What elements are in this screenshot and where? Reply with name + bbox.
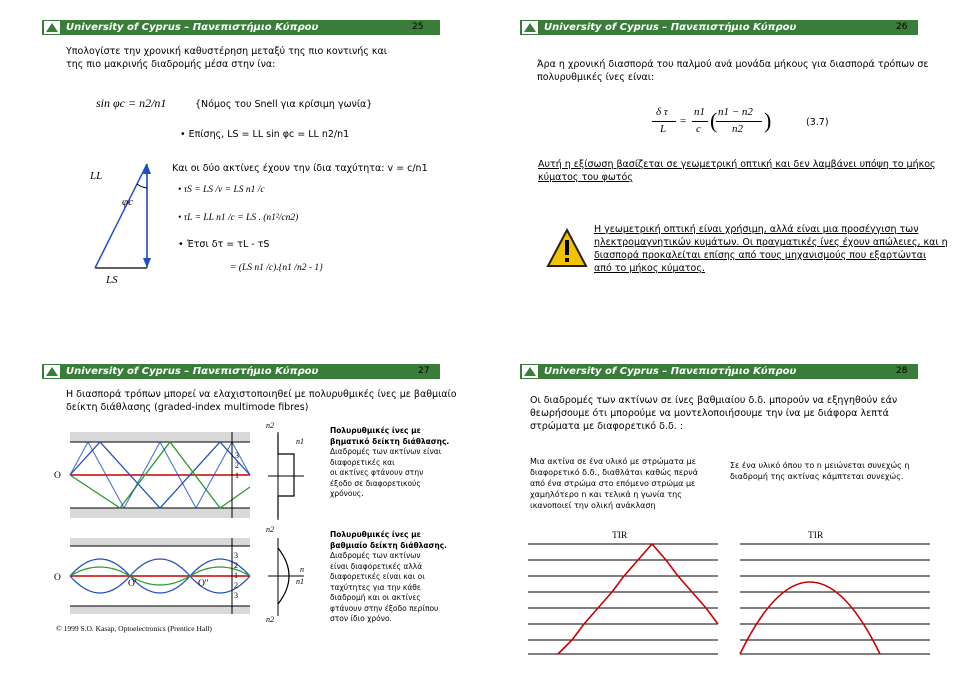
university-logo-icon bbox=[522, 365, 538, 378]
same-speed: Και οι δύο ακτίνες έχουν την ίδια ταχύτητα: v = c/n1 bbox=[172, 163, 428, 174]
university-logo-icon bbox=[522, 21, 538, 34]
fig2-ray1: 1 bbox=[234, 571, 238, 580]
also-eq: • Επίσης, LS = LL sin φc = LL n2/n1 bbox=[180, 129, 350, 140]
fig2-n: n bbox=[300, 565, 304, 574]
fig2-n2-top: n2 bbox=[266, 525, 274, 534]
page-number-27: 27 bbox=[418, 366, 430, 376]
slide25-intro: Υπολογίστε την χρονική καθυστέρηση μεταξύ της πιο κοντινής και της πιο μακρινής διαδρομής μέσα στην ίνα: bbox=[66, 46, 387, 70]
page-number-26: 26 bbox=[896, 22, 908, 32]
header-bar-27 bbox=[42, 364, 440, 379]
fig2-n1: n1 bbox=[296, 577, 304, 586]
fig2-ray2b: 2 bbox=[234, 581, 238, 590]
label-phi: φc bbox=[122, 196, 133, 208]
snell-note: {Νόμος του Snell για κρίσιμη γωνία} bbox=[195, 99, 373, 110]
fig2-ray3b: 3 bbox=[234, 591, 238, 600]
fig2-caption: Πολυρυθμικές ίνες με βαθμιαίο δείκτη διάθλασης. Διαδρομές των ακτίνων είναι διαφορετικές αλλά διαφορετικές είναι και οι ταχύτητες για την κάθε διαδρομή και οι ακτίνες φτάνουν στην έξοδο περίπου στον ίδιο χρόνο. bbox=[330, 530, 448, 623]
fig1-n1: n1 bbox=[296, 437, 304, 446]
equation-number: (3.7) bbox=[806, 117, 829, 128]
slide28-left-text: Μια ακτίνα σε ένα υλικό με στρώματα με διαφορετικό δ.δ., διαθλάται καθώς περνά από ένα στρώμα στο επόμενο στρώμα με χαμηλότερο n και τελικά η γωνία της ικανοποιεί την ολική ανάκλαση bbox=[530, 457, 698, 510]
header-title-26: University of Cyprus – Πανεπιστήμιο Κύπρου bbox=[544, 22, 797, 33]
header-title-28: University of Cyprus – Πανεπιστήμιο Κύπρου bbox=[544, 366, 797, 377]
label-ls: LS bbox=[106, 274, 118, 286]
layered-fiber-diagram-left bbox=[528, 530, 718, 656]
eq-sin: sin φc = n2/n1 bbox=[96, 96, 167, 110]
header-bar-26 bbox=[520, 20, 918, 35]
tir-label-left: TIR bbox=[612, 531, 628, 541]
slide28-right-text: Σε ένα υλικό όπου το n μειώνεται συνεχώς η διαδρομή της ακτίνας κάμπτεται συνεχώς. bbox=[730, 461, 910, 481]
fig2-origin: O bbox=[54, 573, 61, 583]
fig2-ray3a: 3 bbox=[234, 551, 238, 560]
equation-3-7: δ τ L = n1 c ( n1 − n2 n2 ) bbox=[652, 106, 802, 142]
tau-s: • τS = LS /v = LS n1 /c bbox=[178, 185, 265, 195]
fig2-ray2a: 2 bbox=[234, 561, 238, 570]
so-eq: • Έτσι δτ = τL - τS bbox=[178, 239, 270, 250]
graded-index-fiber-diagram bbox=[60, 538, 260, 614]
warning-text: Η γεωμετρική οπτική είναι χρήσιμη, αλλά είναι μια προσέγγιση των ηλεκτρομαγνητικών κυμάτων. Οι πραγματικές ίνες έχουν απώλειες, και η διασπορά προκαλείται επίσης από τους μηχανισμούς που εξαρτώνται από το μήκος κύματος. bbox=[594, 224, 948, 274]
slide27-intro: Η διασπορά τρόπων μπορεί να ελαχιστοποιηθεί με πολυρυθμικές ίνες με βαθμιαίο δείκτη διάθλασης (graded-index multimode fibres) bbox=[66, 389, 457, 413]
header-bar-28 bbox=[520, 364, 918, 379]
fig1-caption: Πολυρυθμικές ίνες με βηματικό δείκτη διάθλασης. Διαδρομές των ακτίνων είναι διαφορετικές και οι ακτίνες φτάνουν στην έξοδο σε διαφορετικούς χρόνους. bbox=[330, 426, 450, 498]
slide26-note: Αυτή η εξίσωση βασίζεται σε γεωμετρική οπτική και δεν λαμβάνει υπόψη το μήκος κύματος του φωτός bbox=[538, 159, 936, 183]
slide26-intro: Άρα η χρονική διασπορά του παλμού ανά μονάδα μήκους για διασπορά τρόπων σε πολυρυθμικές ίνες είναι: bbox=[537, 59, 929, 83]
page-number-25: 25 bbox=[412, 22, 424, 32]
tau-l: • τL = LL n1 /c = LS . (n1²/cn2) bbox=[178, 213, 299, 223]
result-eq: = (LS n1 /c).{n1 /n2 - 1} bbox=[230, 263, 323, 273]
tir-label-right: TIR bbox=[808, 531, 824, 541]
copyright: © 1999 S.O. Kasap, Optoelectronics (Prentice Hall) bbox=[56, 624, 212, 633]
page-number-28: 28 bbox=[896, 366, 908, 376]
step-index-fiber-diagram bbox=[60, 432, 260, 518]
label-ll: LL bbox=[90, 170, 103, 182]
university-logo-icon bbox=[44, 21, 60, 34]
fig2-n2-bottom: n2 bbox=[266, 615, 274, 624]
fig1-ray3: 3 bbox=[235, 451, 239, 460]
fig2-origin-prime: O' bbox=[128, 579, 137, 589]
header-bar-25 bbox=[42, 20, 440, 35]
fig2-origin-double-prime: O'' bbox=[198, 579, 209, 589]
warning-icon bbox=[546, 228, 588, 268]
university-logo-icon bbox=[44, 365, 60, 378]
header-title-27: University of Cyprus – Πανεπιστήμιο Κύπρου bbox=[66, 366, 319, 377]
fig1-ray1: 1 bbox=[235, 471, 239, 480]
fig1-n2: n2 bbox=[266, 421, 274, 430]
slide28-intro: Οι διαδρομές των ακτίνων σε ίνες βαθμιαίου δ.δ. μπορούν να εξηγηθούν εάν θεωρήσουμε ότι μπορούμε να μοντελοποιήσουμε την ίνα με διάφορα λεπτά στρώματα με διαφορετικό δ.δ. : bbox=[530, 395, 898, 432]
header-title-25: University of Cyprus – Πανεπιστήμιο Κύπρου bbox=[66, 22, 319, 33]
graded-fiber-diagram-right bbox=[740, 530, 930, 656]
fig1-origin: O bbox=[54, 471, 61, 481]
fig1-ray2: 2 bbox=[235, 461, 239, 470]
